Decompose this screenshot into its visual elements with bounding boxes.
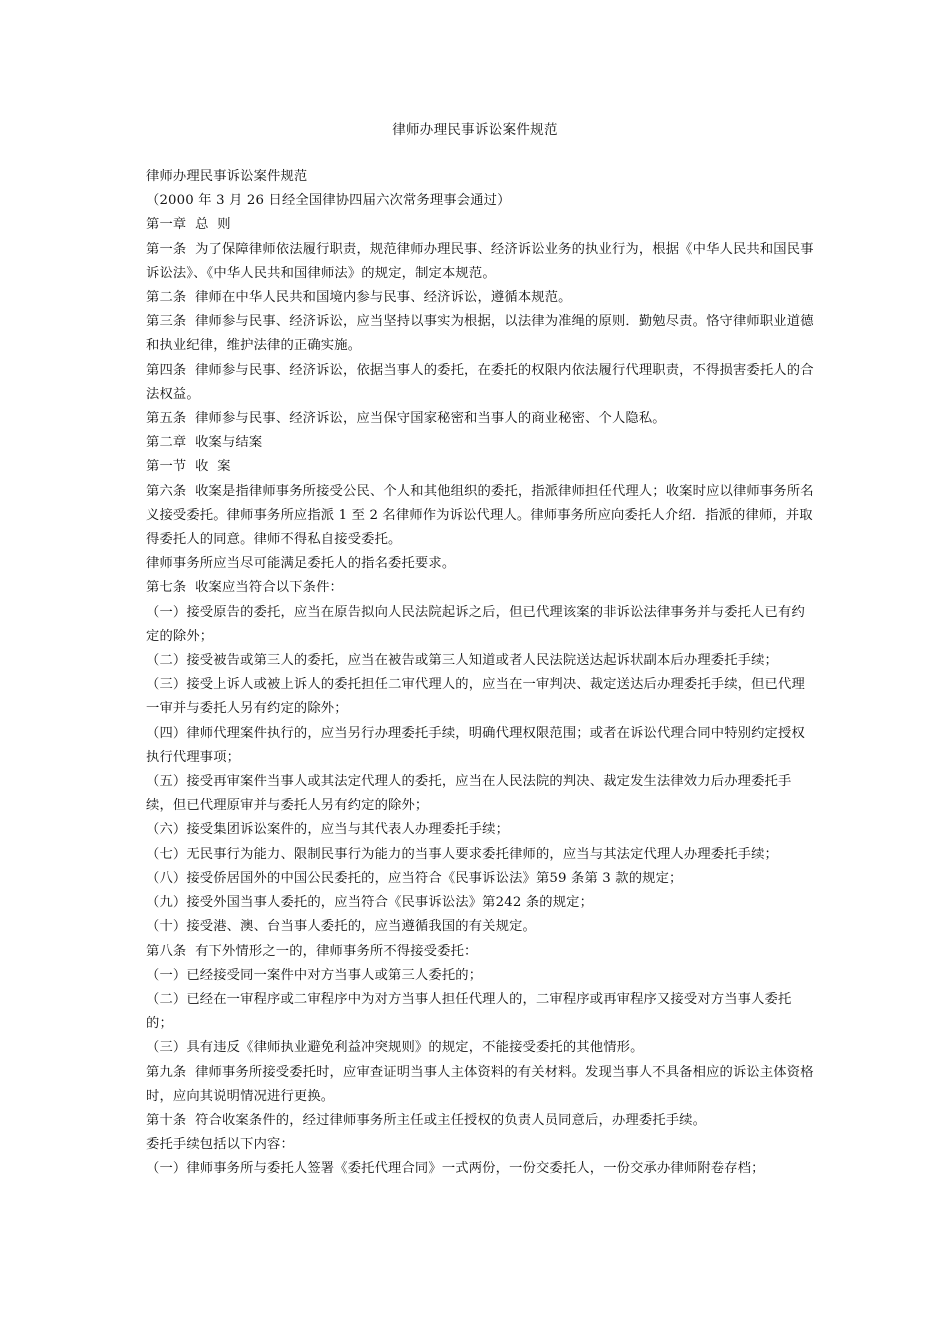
paragraph: （2000 年 3 月 26 日经全国律协四届六次常务理事会通过）	[146, 193, 511, 209]
document-body	[146, 165, 814, 1182]
article: 第九条 律师事务所接受委托时，应审查证明当事人主体资料的有关材料。发现当事人不具备相应的诉讼主体资格时，应向其说明情况进行更换。	[146, 1064, 814, 1104]
list-item: （一）接受原告的委托，应当在原告拟向人民法院起诉之后，但已代理该案的非诉讼法律事务并与委托人已有约定的除外；	[146, 604, 805, 644]
list-item: （一）律师事务所与委托人签署《委托代理合同》一式两份，一份交委托人，一份交承办律师附卷存档；	[146, 1161, 765, 1177]
article: 第十条 符合收案条件的，经过律师事务所主任或主任授权的负责人员同意后，办理委托手续。	[146, 1112, 707, 1128]
list-item: （十）接受港、澳、台当事人委托的，应当遵循我国的有关规定。	[146, 919, 536, 935]
article: 第二条 律师在中华人民共和国境内参与民事、经济诉讼，遵循本规范。	[146, 290, 572, 306]
list-item: （二）已经在一审程序或二审程序中为对方当事人担任代理人的，二审程序或再审程序又接受对方当事人委托的；	[146, 991, 792, 1032]
article: 第三条 律师参与民事、经济诉讼，应当坚持以事实为根据，以法律为准绳的原则．勤勉尽责。恪守律师职业道德和执业纪律，维护法律的正确实施。	[146, 314, 814, 354]
article: 第七条 收案应当符合以下条件：	[146, 580, 344, 596]
list-item: （五）接受再审案件当事人或其法定代理人的委托，应当在人民法院的判决、裁定发生法律效力后办理委托手续，但已代理原审并与委托人另有约定的除外；	[146, 774, 792, 814]
paragraph: 委托手续包括以下内容：	[146, 1137, 294, 1153]
list-item: （六）接受集团诉讼案件的，应当与其代表人办理委托手续；	[146, 822, 510, 838]
paragraph: 律师办理民事诉讼案件规范	[146, 169, 308, 184]
list-item: （三）具有违反《律师执业避免利益冲突规则》的规定，不能接受委托的其他情形。	[146, 1040, 644, 1056]
list-item: （四）律师代理案件执行的，应当另行办理委托手续，明确代理权限范围；或者在诉讼代理合同中特别约定授权执行代理事项；	[146, 725, 805, 765]
list-item: （七）无民事行为能力、限制民事行为能力的当事人要求委托律师的，应当与其法定代理人办理委托手续；	[146, 846, 779, 862]
article: 第一条 为了保障律师依法履行职责，规范律师办理民事、经济诉讼业务的执业行为，根据《中华人民共和国民事诉讼法》、《中华人民共和国律师法》的规定，制定本规范。	[146, 241, 814, 281]
list-item: （八）接受侨居国外的中国公民委托的，应当符合《民事诉讼法》第59 条第 3 款的规定；	[146, 870, 683, 886]
article: 第八条 有下外情形之一的，律师事务所不得接受委托：	[146, 943, 478, 959]
article: 第六条 收案是指律师事务所接受公民、个人和其他组织的委托，指派律师担任代理人；收案时应以律师事务所名义接受委托。律师事务所应指派 1 至 2 名律师作为诉讼代理人。律师事务所应向委托人介绍．指派的律师，并取得委托人的同意。律师不得私自接受委托。	[146, 483, 814, 548]
chapter-heading: 第二章 收案与结案	[146, 435, 263, 451]
list-item: （三）接受上诉人或被上诉人的委托担任二审代理人的，应当在一审判决、裁定送达后办理委托手续，但已代理一审并与委托人另有约定的除外；	[146, 677, 805, 717]
section-heading: 第一节 收 案	[146, 459, 231, 475]
document-title: 律师办理民事诉讼案件规范	[392, 122, 558, 138]
list-item: （九）接受外国当事人委托的，应当符合《民事诉讼法》第242 条的规定；	[146, 895, 594, 911]
chapter-heading: 第一章 总 则	[146, 217, 231, 233]
list-item: （二）接受被告或第三人的委托，应当在被告或第三人知道或者人民法院送达起诉状副本后办理委托手续；	[146, 653, 779, 669]
list-item: （一）已经接受同一案件中对方当事人或第三人委托的；	[146, 967, 483, 983]
article: 第五条 律师参与民事、经济诉讼，应当保守国家秘密和当事人的商业秘密、个人隐私。	[146, 411, 666, 427]
article: 第四条 律师参与民事、经济诉讼，依据当事人的委托，在委托的权限内依法履行代理职责，不得损害委托人的合法权益。	[146, 362, 814, 402]
paragraph: 律师事务所应当尽可能满足委托人的指名委托要求。	[146, 556, 456, 572]
